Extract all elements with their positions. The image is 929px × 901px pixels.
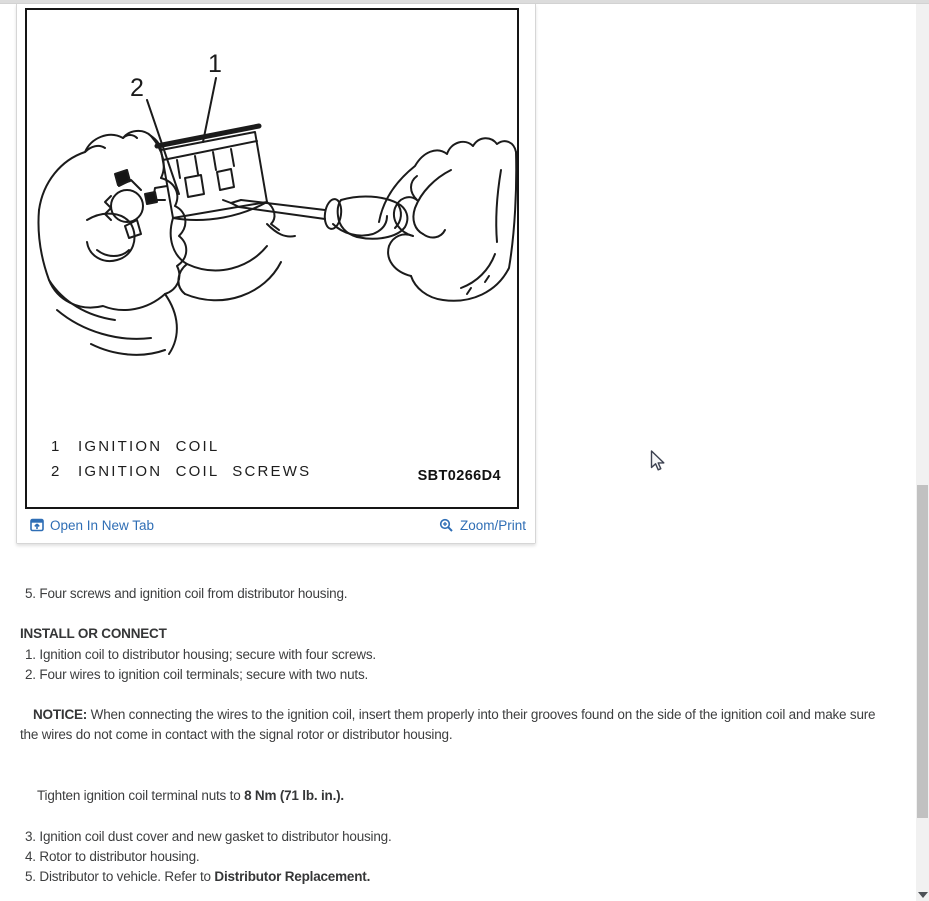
distributor-replacement-reference: Distributor Replacement. (214, 869, 371, 884)
install-step-5 (25, 867, 370, 887)
legend-label: IGNITION COIL (78, 438, 220, 455)
zoom-plus-icon (439, 518, 454, 533)
figure-legend (51, 434, 311, 484)
tighten-text: Tighten ignition coil terminal nuts to (37, 788, 245, 803)
ignition-coil-illustration (27, 10, 517, 507)
ignition-coil-shape (145, 126, 279, 230)
tighten-instruction (37, 786, 344, 806)
figure-image (25, 8, 519, 509)
zoom-print-link[interactable] (439, 518, 526, 533)
open-in-new-tab-link[interactable] (30, 518, 154, 533)
install-step-5-text: 5. Distributor to vehicle. Refer to (25, 869, 215, 884)
notice-paragraph (20, 705, 882, 745)
callout-number-1: 1 (208, 50, 222, 78)
right-hand-shape (333, 138, 516, 301)
remove-step-5: 5. Four screws and ignition coil from distributor housing. (25, 586, 348, 601)
legend-label: IGNITION COIL SCREWS (78, 463, 312, 480)
vertical-scrollbar[interactable] (916, 0, 929, 901)
figure-actions-bar (17, 511, 535, 543)
install-step-1: 1. Ignition coil to distributor housing; secure with four screws. (25, 647, 376, 662)
notice-text: When connecting the wires to the ignition coil, insert them properly into their grooves found on the side of the ignition coil and make sure the wires do not come in contact with the signal rotor or distributor housing. (20, 707, 876, 742)
left-hand-shape (38, 131, 186, 355)
article (0, 545, 916, 901)
scrollbar-down-arrow-icon[interactable] (918, 892, 928, 898)
open-in-new-tab-label: Open In New Tab (50, 517, 155, 533)
legend-number: 2 (51, 463, 62, 480)
install-step-3: 3. Ignition coil dust cover and new gasket to distributor housing. (25, 829, 392, 844)
scrollbar-thumb[interactable] (917, 485, 928, 818)
mouse-cursor-icon (650, 450, 668, 477)
callout-number-2: 2 (130, 74, 144, 102)
distributor-shape (105, 170, 295, 300)
install-or-connect-heading: INSTALL OR CONNECT (20, 626, 167, 641)
notice-label: NOTICE: (33, 707, 88, 722)
zoom-print-label: Zoom/Print (459, 517, 526, 533)
figure-code: SBT0266D4 (417, 468, 501, 484)
open-in-new-tab-icon (30, 518, 44, 532)
install-step-4: 4. Rotor to distributor housing. (25, 849, 200, 864)
legend-number: 1 (51, 438, 62, 455)
install-step-2: 2. Four wires to ignition coil terminals; secure with two nuts. (25, 667, 369, 682)
figure-card (16, 4, 536, 544)
legend-row (51, 434, 311, 459)
top-edge-strip (0, 0, 929, 4)
legend-row (51, 459, 311, 484)
tighten-torque-value: 8 Nm (71 lb. in.). (244, 788, 344, 803)
